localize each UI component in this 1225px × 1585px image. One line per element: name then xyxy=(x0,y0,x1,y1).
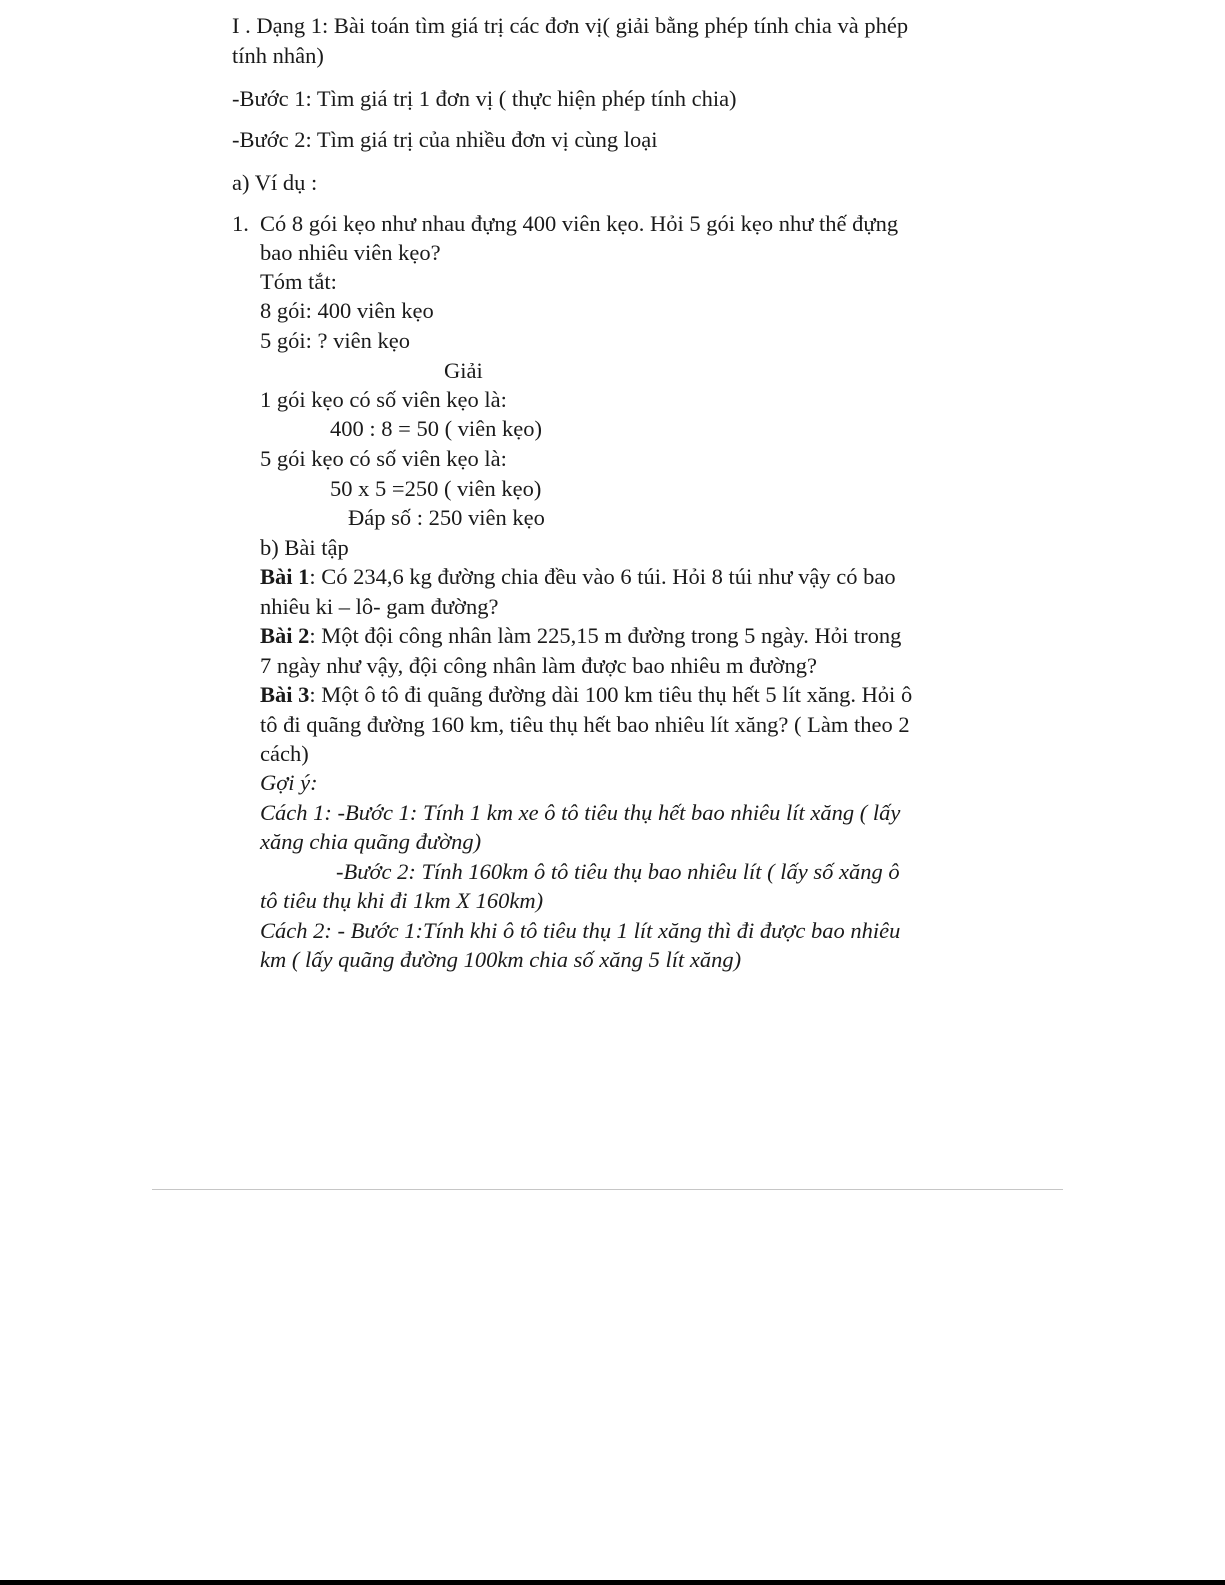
exercise-2-line-2: 7 ngày như vậy, đội công nhân làm được bao nhiêu m đường? xyxy=(260,653,817,678)
step-1: -Bước 1: Tìm giá trị 1 đơn vị ( thực hiện phép tính chia) xyxy=(232,86,737,111)
exercise-3-line-3: cách) xyxy=(260,741,309,766)
answer: Đáp số : 250 viên kẹo xyxy=(348,505,545,530)
solution-calc-1: 400 : 8 = 50 ( viên kẹo) xyxy=(330,416,543,441)
hint-method-1-line-4: tô tiêu thụ khi đi 1km X 160km) xyxy=(260,888,544,913)
exercise-3-line-1 xyxy=(260,680,912,709)
example-problem-line-2: bao nhiêu viên kẹo? xyxy=(260,240,441,265)
heading-line-1: I . Dạng 1: Bài toán tìm giá trị các đơn vị( giải bằng phép tính chia và phép xyxy=(232,13,909,38)
example-number: 1. xyxy=(232,211,249,236)
example-problem-line-1: Có 8 gói kẹo như nhau đựng 400 viên kẹo. Hỏi 5 gói kẹo như thế đựng xyxy=(260,211,899,236)
solution-line-1: 1 gói kẹo có số viên kẹo là: xyxy=(260,387,507,412)
hint-method-1-line-3: -Bước 2: Tính 160km ô tô tiêu thụ bao nhiêu lít ( lấy số xăng ô xyxy=(336,859,900,884)
solution-label: Giải xyxy=(444,358,483,383)
summary-line-1: 8 gói: 400 viên kẹo xyxy=(260,298,434,323)
summary-label: Tóm tắt: xyxy=(260,269,337,294)
hint-method-2-line-2: km ( lấy quãng đường 100km chia số xăng 5 lít xăng) xyxy=(260,947,742,972)
exercises-label: b) Bài tập xyxy=(260,535,349,560)
exercise-1-line-2: nhiêu ki – lô- gam đường? xyxy=(260,594,499,619)
page-separator xyxy=(152,1189,1063,1190)
hint-label: Gợi ý: xyxy=(260,770,318,795)
example-label: a) Ví dụ : xyxy=(232,170,318,195)
summary-line-2: 5 gói: ? viên kẹo xyxy=(260,328,410,353)
exercise-2-text: : Một đội công nhân làm 225,15 m đường trong 5 ngày. Hỏi trong xyxy=(309,623,902,648)
exercise-3-line-2: tô đi quãng đường 160 km, tiêu thụ hết bao nhiêu lít xăng? ( Làm theo 2 xyxy=(260,712,910,737)
heading-line-2: tính nhân) xyxy=(232,43,324,68)
exercise-3-text: : Một ô tô đi quãng đường dài 100 km tiêu thụ hết 5 lít xăng. Hỏi ô xyxy=(309,682,913,707)
solution-calc-2: 50 x 5 =250 ( viên kẹo) xyxy=(330,476,542,501)
hint-method-1-line-1: Cách 1: -Bước 1: Tính 1 km xe ô tô tiêu thụ hết bao nhiêu lít xăng ( lấy xyxy=(260,800,901,825)
solution-line-2: 5 gói kẹo có số viên kẹo là: xyxy=(260,446,507,471)
exercise-1-text: : Có 234,6 kg đường chia đều vào 6 túi. Hỏi 8 túi như vậy có bao xyxy=(309,564,896,589)
exercise-2-line-1 xyxy=(260,621,901,650)
exercise-1-line-1 xyxy=(260,562,896,591)
exercise-1-label: Bài 1 xyxy=(260,564,310,589)
step-2: -Bước 2: Tìm giá trị của nhiều đơn vị cùng loại xyxy=(232,127,658,152)
hint-method-2-line-1: Cách 2: - Bước 1:Tính khi ô tô tiêu thụ 1 lít xăng thì đi được bao nhiêu xyxy=(260,918,901,943)
bottom-edge-bar xyxy=(0,1580,1225,1585)
exercise-3-label: Bài 3 xyxy=(260,682,310,707)
hint-method-1-line-2: xăng chia quãng đường) xyxy=(260,829,482,854)
exercise-2-label: Bài 2 xyxy=(260,623,310,648)
